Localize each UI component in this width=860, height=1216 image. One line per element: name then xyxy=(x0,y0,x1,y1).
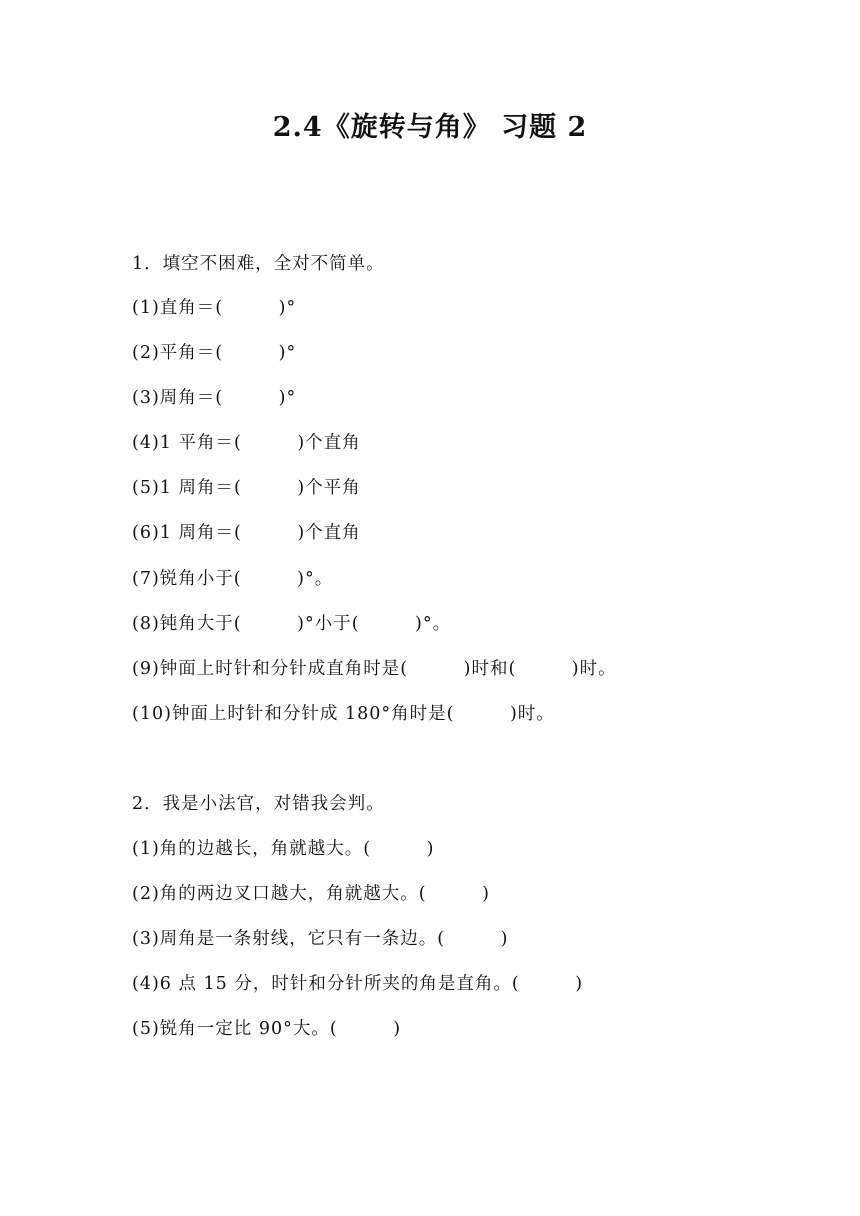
question-1-10: (10)钟面上时针和分针成 180°角时是( )时。 xyxy=(132,704,555,724)
section-2-heading: 2．我是小法官，对错我会判。 xyxy=(132,794,385,814)
question-2-3: (3)周角是一条射线，它只有一条边。( ) xyxy=(132,929,509,949)
question-1-3: (3)周角＝( )° xyxy=(132,388,297,408)
question-1-6: (6)1 周角＝( )个直角 xyxy=(132,523,361,543)
question-2-5: (5)锐角一定比 90°大。( ) xyxy=(132,1019,402,1039)
question-1-2: (2)平角＝( )° xyxy=(132,343,297,363)
question-1-8: (8)钝角大于( )°小于( )°。 xyxy=(132,614,452,634)
question-1-5: (5)1 周角＝( )个平角 xyxy=(132,478,361,498)
page-title: 2.4《旋转与角》 习题 2 xyxy=(272,112,588,143)
question-1-1: (1)直角＝( )° xyxy=(132,298,297,318)
section-1-heading: 1．填空不困难，全对不简单。 xyxy=(132,254,385,274)
question-2-2: (2)角的两边叉口越大，角就越大。( ) xyxy=(132,884,490,904)
question-2-1: (1)角的边越长，角就越大。( ) xyxy=(132,839,435,859)
question-1-7: (7)锐角小于( )°。 xyxy=(132,569,334,589)
question-1-4: (4)1 平角＝( )个直角 xyxy=(132,433,361,453)
question-2-4: (4)6 点 15 分，时针和分针所夹的角是直角。( ) xyxy=(132,974,584,994)
question-1-9: (9)钟面上时针和分针成直角时是( )时和( )时。 xyxy=(132,659,617,679)
